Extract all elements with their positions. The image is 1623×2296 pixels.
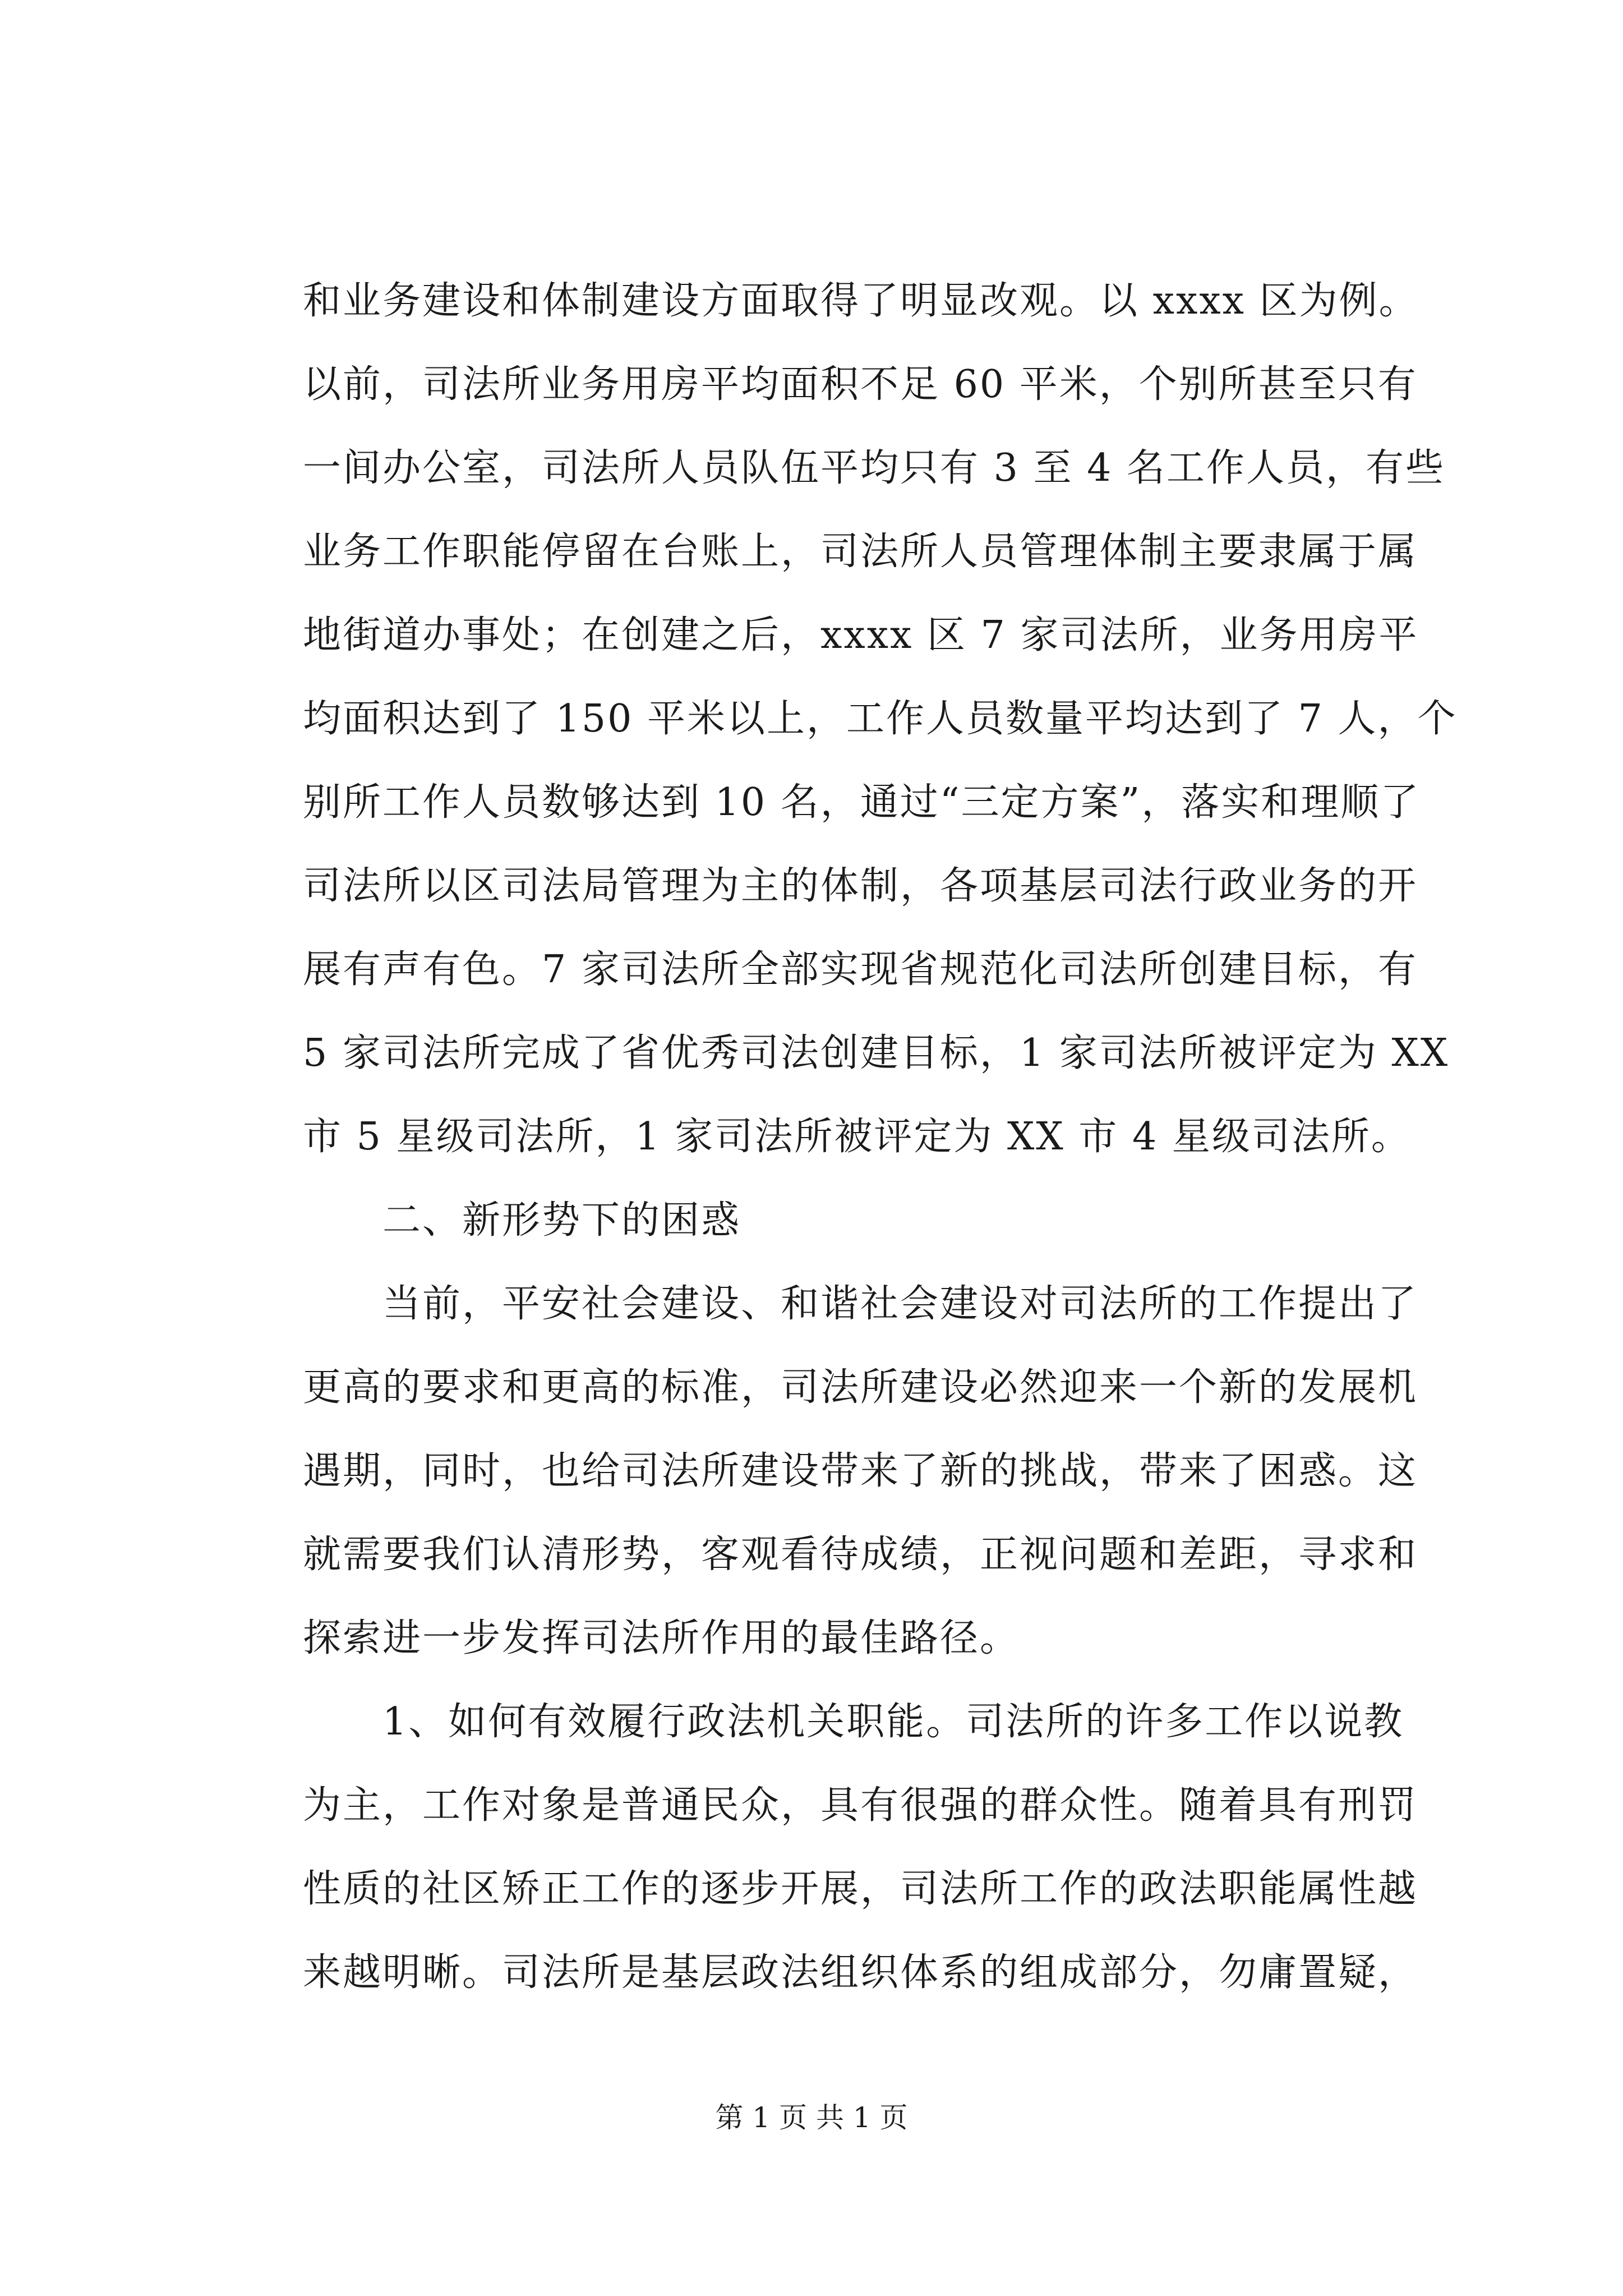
body-line: 就需要我们认清形势，客观看待成绩，正视问题和差距，寻求和 <box>303 1533 1418 1577</box>
body-line: 和业务建设和体制建设方面取得了明显改观。以 xxxx 区为例。 <box>303 279 1419 323</box>
body-line: 更高的要求和更高的标准，司法所建设必然迎来一个新的发展机 <box>303 1365 1418 1410</box>
body-line: 来越明晰。司法所是基层政法组织体系的组成部分，勿庸置疑， <box>303 1950 1418 1995</box>
body-line: 业务工作职能停留在台账上，司法所人员管理体制主要隶属于属 <box>303 530 1418 574</box>
body-line: 司法所以区司法局管理为主的体制，各项基层司法行政业务的开 <box>303 864 1418 908</box>
body-line: 为主，工作对象是普通民众，具有很强的群众性。随着具有刑罚 <box>303 1783 1418 1828</box>
body-line: 以前，司法所业务用房平均面积不足 60 平米，个别所甚至只有 <box>303 362 1418 407</box>
body-line: 5 家司法所完成了省优秀司法创建目标，1 家司法所被评定为 XX <box>303 1031 1450 1075</box>
body-line: 地街道办事处；在创建之后，xxxx 区 7 家司法所，业务用房平 <box>303 613 1419 657</box>
page-number-footer: 第 1 页 共 1 页 <box>715 2101 908 2134</box>
body-line: 一间办公室，司法所人员队伍平均只有 3 至 4 名工作人员，有些 <box>303 446 1445 490</box>
body-line: 遇期，同时，也给司法所建设带来了新的挑战，带来了困惑。这 <box>303 1449 1418 1493</box>
body-line: 市 5 星级司法所，1 家司法所被评定为 XX 市 4 星级司法所。 <box>303 1115 1411 1159</box>
section-heading: 二、新形势下的困惑 <box>382 1198 741 1243</box>
body-line: 探索进一步发挥司法所作用的最佳路径。 <box>303 1616 1020 1660</box>
body-line: 别所工作人员数够达到 10 名，通过“三定方案”，落实和理顺了 <box>303 780 1421 825</box>
body-line: 1、如何有效履行政法机关职能。司法所的许多工作以说教 <box>382 1700 1404 1744</box>
body-line: 性质的社区矫正工作的逐步开展，司法所工作的政法职能属性越 <box>303 1867 1418 1911</box>
body-line: 均面积达到了 150 平米以上，工作人员数量平均达到了 7 人，个 <box>303 697 1458 741</box>
body-line: 展有声有色。7 家司法所全部实现省规范化司法所创建目标，有 <box>303 947 1418 992</box>
body-line: 当前，平安社会建设、和谐社会建设对司法所的工作提出了 <box>382 1282 1418 1326</box>
